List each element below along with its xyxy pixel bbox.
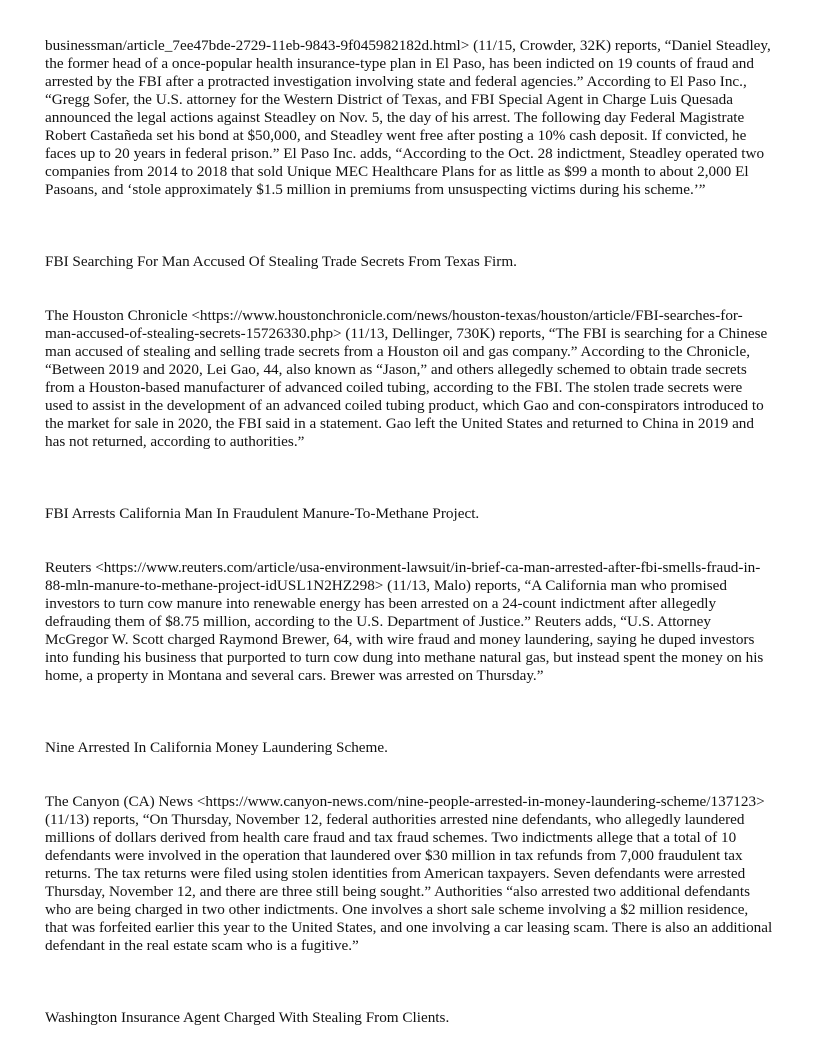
article-paragraph-reuters: Reuters <https://www.reuters.com/article/usa-environment-lawsuit/in-brief-ca-man-arrested-after-fbi-smells-fraud-in-88-mln-manure-to-methane-project-idUSL1N2HZ298> (11/13, Malo) reports, “A California man who promised investors to turn cow manure into renewable energy has been arrested on a 24-count indictment after allegedly defrauding them of $8.75 million, according to the U.S. Department of Justice.” Reuters adds, “U.S. Attorney McGregor W. Scott charged Raymond Brewer, 64, with wire fraud and money laundering, saying he duped investors into funding his business that purported to turn cow dung into methane natural gas, but instead spent the money on his home, a property in Montana and several cars. Brewer was arrested on Thursday.” — [45, 559, 764, 684]
headline-money-laundering: Nine Arrested In California Money Laundering Scheme. — [45, 739, 388, 756]
headline-insurance-agent: Washington Insurance Agent Charged With Stealing From Clients. — [45, 1009, 450, 1026]
article-paragraph-canyon-news: The Canyon (CA) News <https://www.canyon-news.com/nine-people-arrested-in-money-laundering-scheme/137123> (11/13) reports, “On Thursday, November 12, federal authorities arrested nine defendants, who allegedly laundered millions of dollars derived from health care fraud and tax fraud schemes. Two indictments allege that a total of 10 defendants were involved in the operation that laundered over $30 million in tax refunds from 7,000 fraudulent tax returns. The tax returns were filed using stolen identities from American taxpayers. Seven defendants were arrested Thursday, November 12, and there are three still being sought.” Authorities “also arrested two additional defendants who are being charged in two other indictments. One involves a short sale scheme involving a $2 million residence, that was forfeited earlier this year to the United States, and one involving a car leasing scam. There is also an additional defendant in the real estate scam who is a fugitive.” — [45, 793, 773, 954]
document-page — [45, 37, 773, 1027]
headline-trade-secrets: FBI Searching For Man Accused Of Stealing Trade Secrets From Texas Firm. — [45, 253, 517, 270]
article-paragraph-steadley: businessman/article_7ee47bde-2729-11eb-9843-9f045982182d.html> (11/15, Crowder, 32K) reports, “Daniel Steadley, the former head of a once-popular health insurance-type plan in El Paso, has been indicted on 19 counts of fraud and arrested by the FBI after a protracted investigation involving state and federal agencies.” According to El Paso Inc., “Gregg Sofer, the U.S. attorney for the Western District of Texas, and FBI Special Agent in Charge Luis Quesada announced the legal actions against Steadley on Nov. 5, the day of his arrest. The following day Federal Magistrate Robert Castañeda set his bond at $50,000, and Steadley went free after posting a 10% cash deposit. If convicted, he faces up to 20 years in federal prison.” El Paso Inc. adds, “According to the Oct. 28 indictment, Steadley operated two companies from 2014 to 2018 that sold Unique MEC Healthcare Plans for as little as $99 a month to about 2,000 El Pasoans, and ‘stole approximately $1.5 million in premiums from unsuspecting victims during his scheme.’” — [45, 37, 771, 198]
headline-manure-to-methane: FBI Arrests California Man In Fraudulent Manure-To-Methane Project. — [45, 505, 480, 522]
article-paragraph-houston-chronicle: The Houston Chronicle <https://www.houstonchronicle.com/news/houston-texas/houston/article/FBI-searches-for-man-accused-of-stealing-secrets-15726330.php> (11/13, Dellinger, 730K) reports, “The FBI is searching for a Chinese man accused of stealing and selling trade secrets from a Houston oil and gas company.” According to the Chronicle, “Between 2019 and 2020, Lei Gao, 44, also known as “Jason,” and others allegedly schemed to obtain trade secrets from a Houston-based manufacturer of advanced coiled tubing, according to the FBI. The stolen trade secrets were used to assist in the development of an advanced coiled tubing product, which Gao and con-conspirators introduced to the market for sale in 2020, the FBI said in a statement. Gao left the United States and returned to China in 2019 and has not returned, according to authorities.” — [45, 307, 768, 450]
